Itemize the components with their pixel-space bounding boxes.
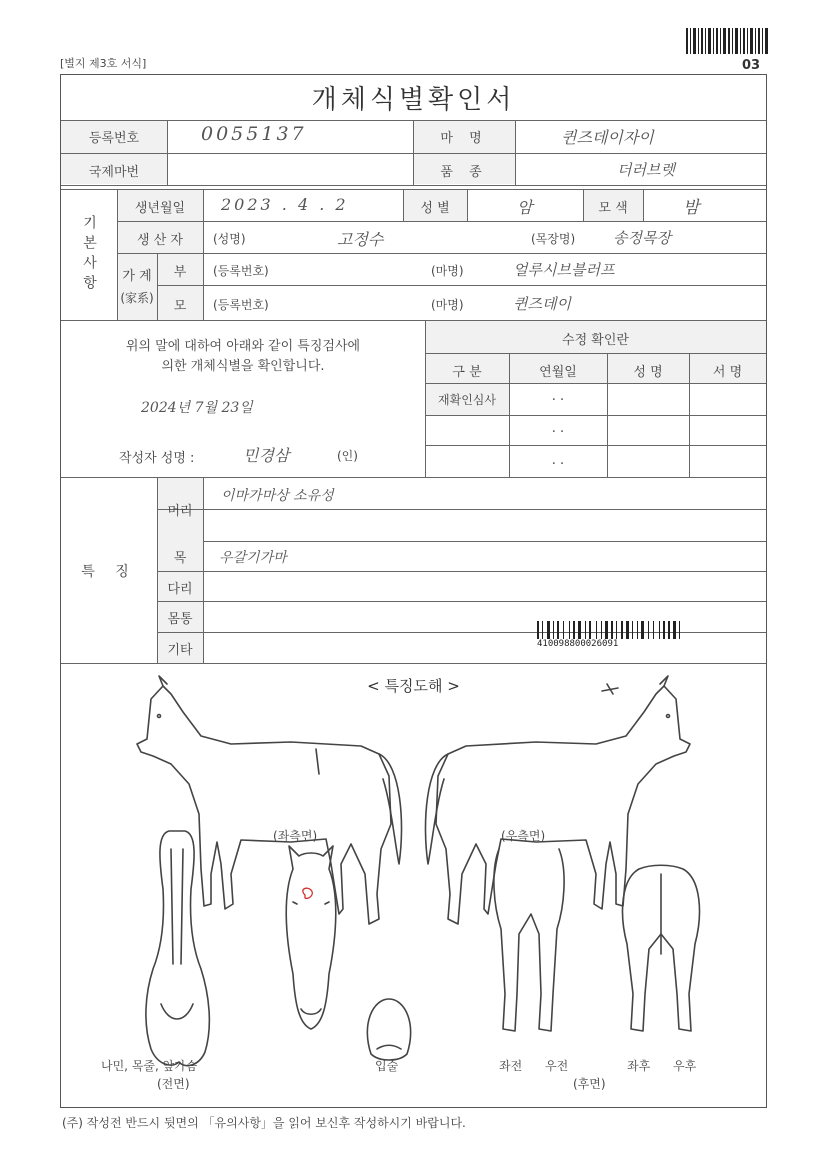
- sex-label: 성 별: [420, 201, 450, 216]
- front-caption-1: 나민, 목줄, 앞가슴: [101, 1059, 198, 1073]
- page-number: 03: [742, 58, 761, 73]
- farm-label: (목장명): [531, 232, 576, 246]
- birth-label: 생년월일: [134, 201, 186, 216]
- author-label: 작성자 성명 :: [119, 451, 195, 466]
- dam-reg-label: (등록번호): [213, 298, 269, 312]
- revision-col-sign: 서 명: [712, 365, 743, 380]
- sire-reg-label: (등록번호): [213, 264, 269, 278]
- front-caption-2: (전면): [157, 1077, 190, 1091]
- neck-label: 목: [173, 551, 187, 566]
- page-title: 개체식별확인서: [311, 84, 516, 115]
- breed-label: 품 종: [440, 165, 488, 180]
- dam-name-label: (마명): [431, 298, 464, 312]
- rear-caption: (후면): [573, 1077, 606, 1091]
- other-label: 기타: [167, 643, 193, 658]
- front-chest-horse: [146, 831, 209, 1066]
- rear-legs-horse: [623, 865, 700, 1031]
- dam-name-value: 퀸즈데이: [513, 295, 571, 313]
- features-section-label: 특 징: [81, 564, 137, 580]
- lips-caption: 입술: [375, 1059, 399, 1073]
- reg-no-label: 등록번호: [88, 131, 140, 146]
- form-reference: [별지 제3호 서식]: [60, 57, 147, 70]
- reg-no-value: 0055137: [201, 123, 307, 145]
- producer-label: 생 산 자: [137, 233, 183, 248]
- pedigree-label-hanja: (家系): [120, 291, 154, 305]
- right-side-caption: (우측면): [501, 829, 546, 843]
- top-barcode: [686, 28, 768, 54]
- horse-diagram: [61, 664, 766, 1109]
- revision-col-category: 구 분: [452, 365, 482, 380]
- author-name: 민경삼: [243, 446, 290, 465]
- seal-label: (인): [337, 449, 358, 463]
- pedigree-label: 가 계: [122, 269, 152, 284]
- revision-row-recheck: 재확인심사: [438, 393, 496, 407]
- head-label: 머리: [167, 504, 193, 519]
- identification-form: [60, 74, 767, 1108]
- body-label: 몸통: [167, 612, 193, 627]
- right-side-horse: [425, 676, 690, 924]
- revision-col-date: 연월일: [539, 365, 577, 380]
- birth-value: 2023 . 4 . 2: [221, 195, 349, 214]
- revision-col-name: 성 명: [633, 365, 663, 380]
- lips-diagram: [367, 999, 410, 1060]
- statement-line-2: 의한 개체식별을 확인합니다.: [161, 359, 325, 374]
- producer-name-label: (성명): [213, 232, 246, 246]
- dam-label: 모: [173, 299, 187, 314]
- neck-value: 우갈기가마: [219, 550, 287, 566]
- basic-section-label: 기본사항: [81, 215, 97, 295]
- horse-name-label: 마 명: [440, 131, 488, 146]
- head-value: 이마가마상 소유성: [221, 488, 334, 504]
- front-legs-horse: [494, 849, 564, 1031]
- producer-name-value: 고정수: [337, 230, 384, 249]
- sire-name-value: 얼루시브블러프: [513, 261, 615, 279]
- sire-label: 부: [173, 265, 187, 280]
- sex-value: 암: [517, 198, 533, 217]
- front-left-caption: 좌전: [499, 1059, 523, 1073]
- intl-no-label: 국제마번: [88, 165, 140, 180]
- confirmation-date: 2024년 7월 23일: [141, 400, 253, 416]
- forehead-mark: [303, 888, 312, 898]
- revision-date-2: . .: [551, 421, 565, 436]
- horse-name-value: 퀸즈데이자이: [561, 128, 654, 147]
- footer-note: (주) 작성전 반드시 뒷면의 「유의사항」을 읽어 보신후 작성하시기 바랍니다.: [62, 1116, 466, 1130]
- statement-line-1: 위의 말에 대하여 아래와 같이 특징검사에: [125, 339, 361, 354]
- diagram-title: < 특징도해 >: [367, 677, 460, 695]
- revision-title: 수정 확인란: [562, 333, 629, 348]
- front-head-horse: [286, 846, 336, 1029]
- color-value: 밤: [683, 198, 700, 218]
- barcode-number: 410098800026091: [537, 639, 619, 649]
- rear-left-caption: 좌후: [627, 1059, 651, 1073]
- revision-date-3: . .: [551, 453, 565, 468]
- rear-right-caption: 우후: [673, 1059, 697, 1073]
- revision-date-1: . .: [551, 389, 565, 404]
- leg-label: 다리: [167, 582, 193, 597]
- breed-value: 더러브렛: [617, 161, 675, 179]
- left-side-caption: (좌측면): [273, 829, 318, 843]
- sire-name-label: (마명): [431, 264, 464, 278]
- farm-value: 송정목장: [613, 229, 671, 247]
- left-side-horse: [137, 676, 402, 924]
- color-label: 모 색: [598, 201, 628, 216]
- features-barcode: [537, 621, 757, 639]
- front-right-caption: 우전: [545, 1059, 569, 1073]
